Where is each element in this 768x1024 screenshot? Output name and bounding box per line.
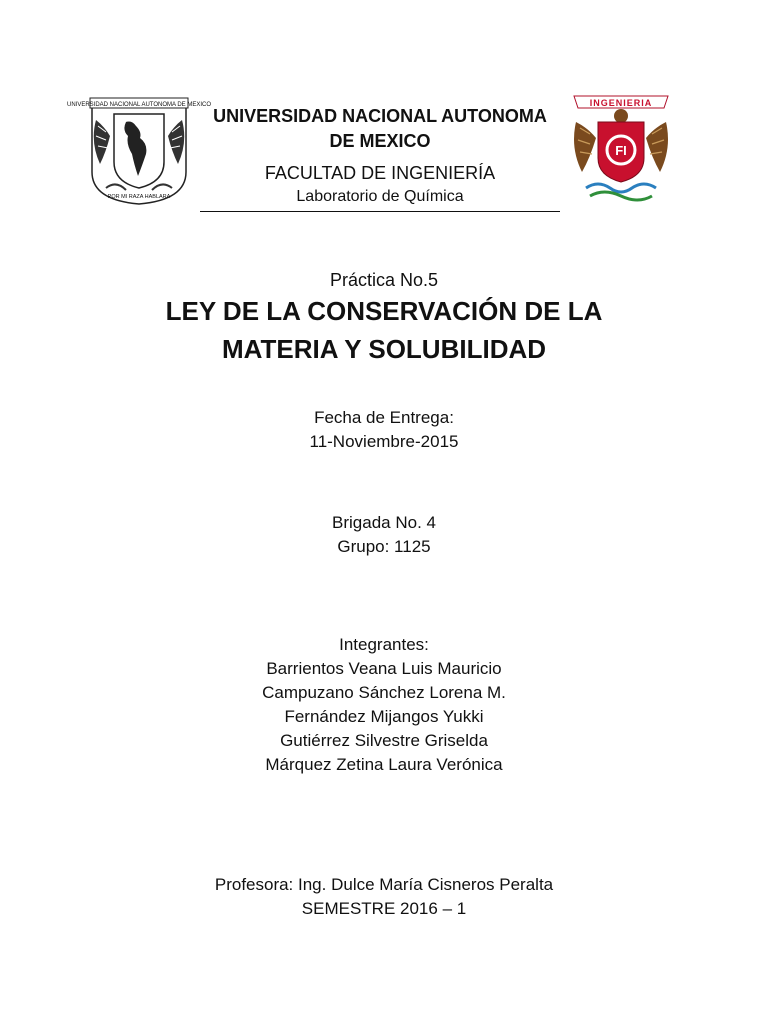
unam-seal-icon: [66, 92, 212, 206]
document-title: [0, 292, 768, 368]
university-name-line2: DE MEXICO: [329, 131, 431, 151]
delivery-label: Fecha de Entrega:: [314, 408, 454, 427]
svg-text:INGENIERIA: INGENIERIA: [589, 98, 653, 108]
member-name: Gutiérrez Silvestre Griselda: [280, 731, 488, 750]
practice-label: Práctica No.5: [329, 270, 439, 290]
members-label: Integrantes:: [339, 635, 429, 654]
document-title-line1: LEY DE LA CONSERVACIÓN DE LA: [165, 296, 603, 326]
members-block: [0, 633, 768, 777]
semester-label: SEMESTRE 2016 – 1: [301, 899, 467, 918]
faculty-name: FACULTAD DE INGENIERÍA: [264, 163, 496, 183]
delivery-date: 11-Noviembre-2015: [309, 432, 459, 451]
institution-header: [200, 104, 560, 208]
member-name: Campuzano Sánchez Lorena M.: [262, 683, 506, 702]
delivery-block: [0, 406, 768, 454]
svg-text:POR MI RAZA HABLARA: POR MI RAZA HABLARA: [107, 194, 171, 200]
footer-block: [0, 873, 768, 921]
member-name: Fernández Mijangos Yukki: [284, 707, 484, 726]
group-block: [0, 511, 768, 559]
svg-text:UNIVERSIDAD NACIONAL AUTONOMA: UNIVERSIDAD NACIONAL AUTONOMA DE MEXICO: [66, 102, 212, 108]
svg-text:FI: FI: [615, 143, 627, 158]
university-name: [200, 104, 560, 154]
header-divider: [200, 211, 560, 212]
university-name-line1: UNIVERSIDAD NACIONAL AUTONOMA: [213, 106, 547, 126]
ingenieria-seal-icon: [568, 92, 674, 206]
member-name: Barrientos Veana Luis Mauricio: [266, 659, 502, 678]
group-number: Grupo: 1125: [337, 537, 431, 556]
document-title-line2: MATERIA Y SOLUBILIDAD: [221, 334, 547, 364]
member-name: Márquez Zetina Laura Verónica: [265, 755, 503, 774]
lab-name: Laboratorio de Química: [296, 188, 464, 205]
teacher-name: Profesora: Ing. Dulce María Cisneros Peralta: [214, 875, 554, 894]
brigade-number: Brigada No. 4: [332, 513, 436, 532]
